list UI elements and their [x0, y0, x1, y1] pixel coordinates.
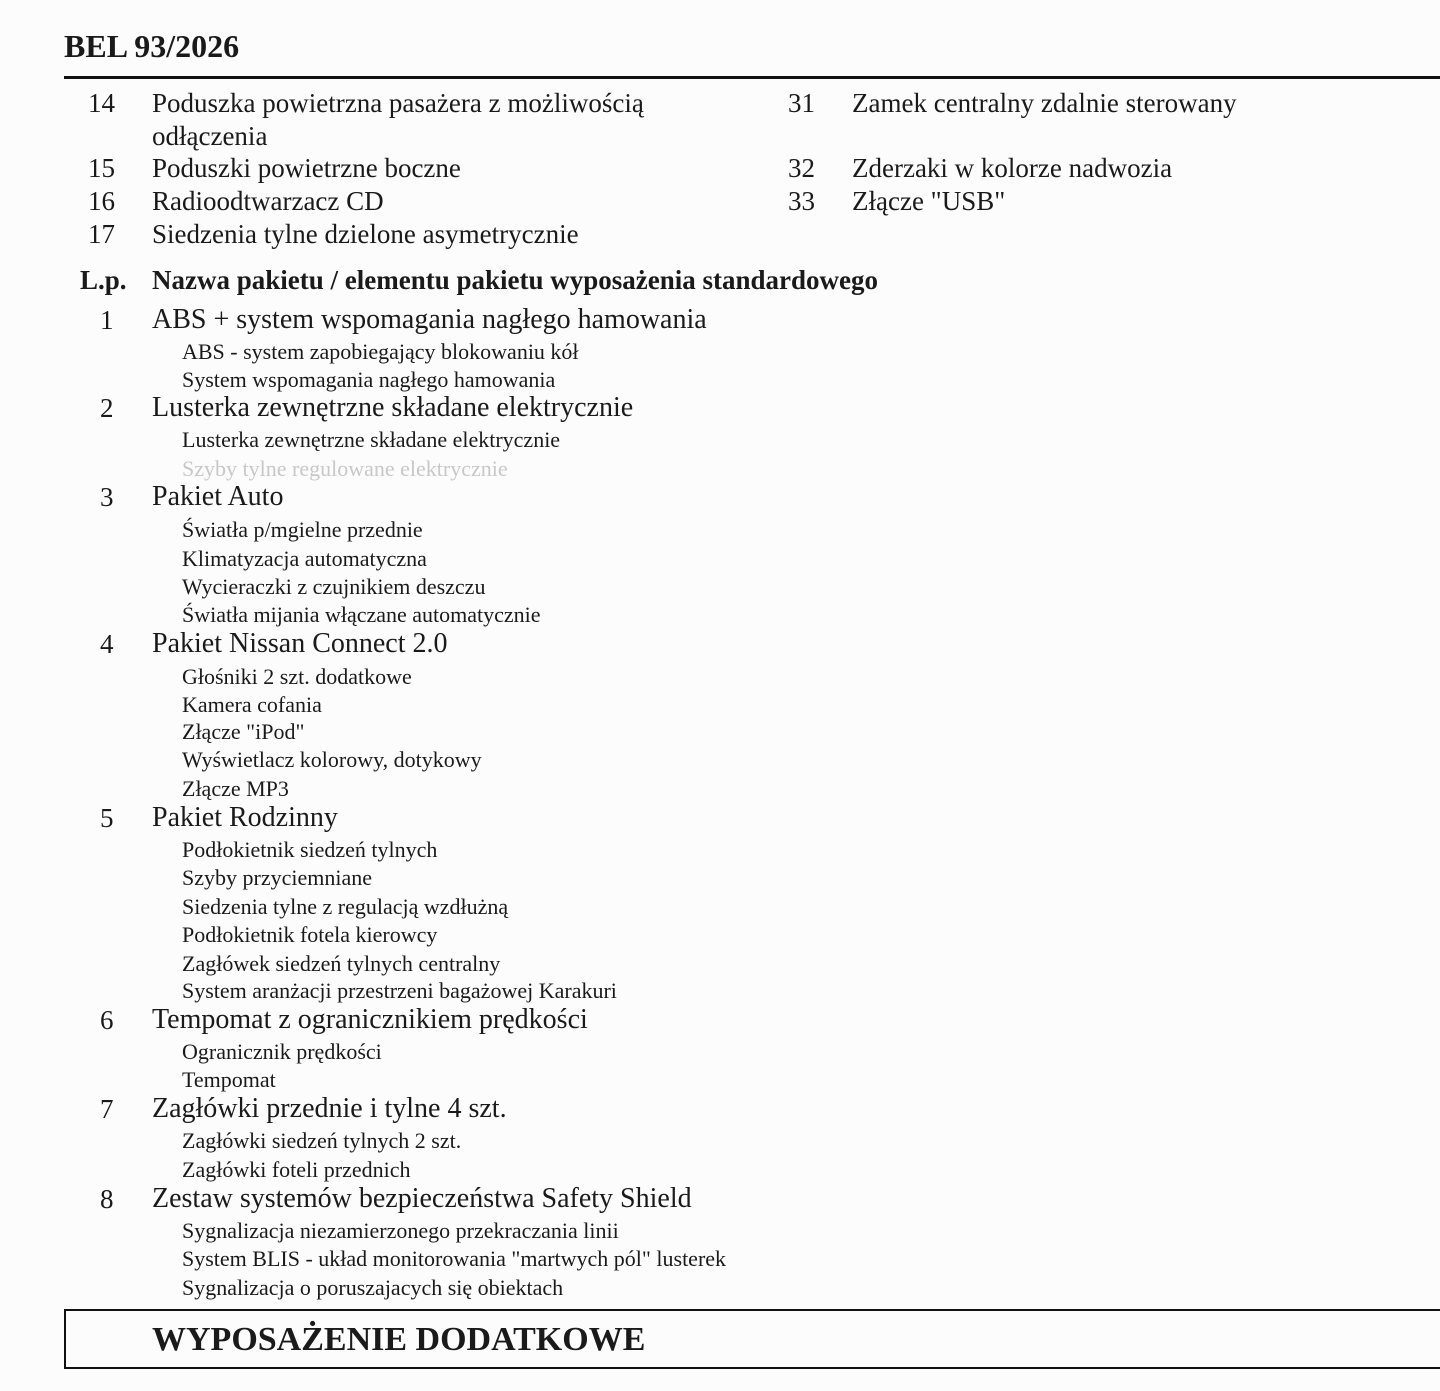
package-num: 2 — [100, 393, 114, 423]
package-item: System wspomagania nagłego hamowania — [182, 367, 556, 392]
table-header-name: Nazwa pakietu / elementu pakietu wyposażenia standardowego — [152, 265, 879, 295]
package-item: Siedzenia tylne z regulacją wzdłużną — [182, 894, 509, 919]
package-item: Zagłówek siedzeń tylnych centralny — [182, 951, 501, 976]
equipment-text: Radioodtwarzacz CD — [152, 186, 384, 216]
package-item: Kamera cofania — [182, 692, 322, 717]
table-header-num: L.p. — [80, 265, 127, 295]
document-id: BEL 93/2026 — [64, 28, 240, 64]
package-num: 7 — [100, 1094, 114, 1124]
header-rule — [64, 76, 1440, 79]
package-name: Pakiet Auto — [152, 481, 284, 512]
package-num: 4 — [100, 629, 114, 659]
package-item: Sygnalizacja niezamierzonego przekraczania linii — [182, 1218, 619, 1243]
package-item: ABS - system zapobiegający blokowaniu kół — [182, 339, 579, 364]
package-item: Szyby tylne regulowane elektrycznie — [182, 456, 508, 481]
equipment-num: 17 — [88, 219, 115, 249]
package-num: 8 — [100, 1184, 114, 1214]
package-item: Lusterka zewnętrzne składane elektrycznie — [182, 427, 561, 452]
package-item: System aranżacji przestrzeni bagażowej Karakuri — [182, 978, 617, 1003]
package-num: 3 — [100, 482, 114, 512]
package-item: Wycieraczki z czujnikiem deszczu — [182, 574, 486, 599]
package-item: Podłokietnik fotela kierowcy — [182, 922, 438, 947]
package-item: Szyby przyciemniane — [182, 865, 372, 890]
package-name: Zagłówki przednie i tylne 4 szt. — [152, 1093, 507, 1124]
package-name: Pakiet Nissan Connect 2.0 — [152, 628, 448, 659]
package-name: Tempomat z ogranicznikiem prędkości — [152, 1004, 588, 1035]
equipment-text: Zderzaki w kolorze nadwozia — [852, 153, 1173, 183]
package-item: Złącze MP3 — [182, 776, 289, 801]
equipment-text: Siedzenia tylne dzielone asymetrycznie — [152, 219, 579, 249]
package-item: Wyświetlacz kolorowy, dotykowy — [182, 747, 482, 772]
package-item: System BLIS - układ monitorowania "martwych pól" lusterek — [182, 1246, 727, 1271]
package-item: Sygnalizacja o poruszajacych się obiektach — [182, 1275, 564, 1300]
package-item: Głośniki 2 szt. dodatkowe — [182, 664, 412, 689]
equipment-num: 33 — [788, 186, 815, 216]
equipment-num: 14 — [88, 88, 115, 118]
equipment-text: Poduszka powietrzna pasażera z możliwością — [152, 88, 644, 118]
package-item: Ogranicznik prędkości — [182, 1039, 382, 1064]
package-num: 1 — [100, 305, 114, 335]
equipment-num: 16 — [88, 186, 115, 216]
equipment-text: Poduszki powietrzne boczne — [152, 153, 461, 183]
package-name: Lusterka zewnętrzne składane elektrycznie — [152, 392, 634, 423]
package-num: 6 — [100, 1005, 114, 1035]
package-item: Podłokietnik siedzeń tylnych — [182, 837, 438, 862]
package-item: Zagłówki foteli przednich — [182, 1157, 411, 1182]
equipment-num: 15 — [88, 153, 115, 183]
package-name: ABS + system wspomagania nagłego hamowania — [152, 304, 707, 335]
equipment-num: 31 — [788, 88, 815, 118]
package-name: Zestaw systemów bezpieczeństwa Safety Shield — [152, 1183, 692, 1214]
package-name: Pakiet Rodzinny — [152, 802, 338, 833]
equipment-text: Zamek centralny zdalnie sterowany — [852, 88, 1237, 118]
package-num: 5 — [100, 803, 114, 833]
package-item: Światła p/mgielne przednie — [182, 517, 423, 542]
package-item: Klimatyzacja automatyczna — [182, 546, 427, 571]
equipment-num: 32 — [788, 153, 815, 183]
section-title: WYPOSAŻENIE DODATKOWE — [152, 1321, 646, 1358]
package-item: Tempomat — [182, 1067, 276, 1092]
package-item: Złącze "iPod" — [182, 719, 305, 744]
equipment-text: odłączenia — [152, 121, 268, 151]
equipment-text: Złącze "USB" — [852, 186, 1006, 216]
package-item: Światła mijania włączane automatycznie — [182, 602, 541, 627]
package-item: Zagłówki siedzeń tylnych 2 szt. — [182, 1128, 462, 1153]
